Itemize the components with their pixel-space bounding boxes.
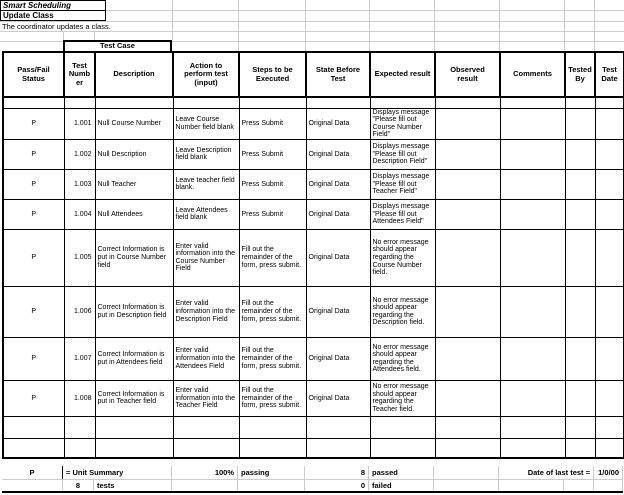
cell-test-date[interactable] — [595, 286, 624, 337]
summary-empty-cell[interactable] — [238, 480, 305, 491]
cell-empty[interactable] — [64, 416, 95, 438]
cell-state[interactable]: Original Data — [306, 169, 370, 199]
cell-expected[interactable]: Displays message "Please fill out Teacher Field" — [370, 169, 435, 199]
cell-steps[interactable]: Press Submit — [239, 108, 306, 139]
cell-observed[interactable] — [435, 337, 500, 380]
cell-empty[interactable] — [565, 97, 595, 108]
cell-status[interactable]: P — [3, 286, 64, 337]
gridline — [305, 0, 306, 51]
cell-tested-by[interactable] — [565, 199, 595, 229]
cell-empty[interactable] — [239, 97, 306, 108]
cell-test-date[interactable] — [595, 229, 624, 286]
column-header-observed-result[interactable]: Observed result — [435, 52, 500, 97]
cell-number[interactable]: 1.002 — [64, 139, 95, 169]
cell-empty[interactable] — [239, 416, 306, 438]
empty-row — [3, 416, 624, 438]
cell-number[interactable]: 1.001 — [64, 108, 95, 139]
cell-observed[interactable] — [435, 380, 500, 416]
cell-test-date[interactable] — [595, 380, 624, 416]
cell-empty[interactable] — [565, 438, 595, 458]
cell-number[interactable]: 1.005 — [64, 229, 95, 286]
cell-state[interactable]: Original Data — [306, 286, 370, 337]
cell-comments[interactable] — [500, 139, 565, 169]
test-row — [3, 380, 624, 416]
test-row — [3, 108, 624, 139]
cell-empty[interactable] — [565, 416, 595, 438]
cell-expected[interactable]: Displays message "Please fill out Attendees Field" — [370, 199, 435, 229]
cell-observed[interactable] — [435, 199, 500, 229]
cell-empty[interactable] — [370, 97, 435, 108]
cell-number[interactable]: 1.007 — [64, 337, 95, 380]
cell-state[interactable]: Original Data — [306, 337, 370, 380]
summary-failed-word-cell[interactable]: failed — [369, 480, 434, 491]
cell-expected[interactable]: Displays message "Please fill out Course Number Field" — [370, 108, 435, 139]
cell-status[interactable]: P — [3, 169, 64, 199]
column-header-pass-fail-status[interactable]: Pass/Fail Status — [3, 52, 64, 97]
cell-comments[interactable] — [500, 199, 565, 229]
summary-passed-count-cell[interactable]: 8 — [305, 466, 369, 479]
cell-observed[interactable] — [435, 229, 500, 286]
cell-empty[interactable] — [173, 416, 239, 438]
cell-action[interactable]: Leave teacher field blank. — [173, 169, 239, 199]
cell-action[interactable]: Enter valid information into the Description Field — [173, 286, 239, 337]
cell-status[interactable]: P — [3, 337, 64, 380]
cell-empty[interactable] — [3, 416, 64, 438]
column-header-comments[interactable]: Comments — [500, 52, 565, 97]
cell-empty[interactable] — [595, 438, 624, 458]
cell-empty[interactable] — [435, 416, 500, 438]
test-row — [3, 199, 624, 229]
test-row — [3, 229, 624, 286]
cell-status[interactable]: P — [3, 199, 64, 229]
cell-empty[interactable] — [95, 97, 173, 108]
cell-expected[interactable]: No error message should appear regarding the Description field. — [370, 286, 435, 337]
summary-empty-cell[interactable] — [434, 480, 499, 491]
cell-empty[interactable] — [3, 97, 64, 108]
cell-state[interactable]: Original Data — [306, 229, 370, 286]
cell-steps[interactable]: Fill out the remainder of the form, press submit. — [239, 337, 306, 380]
cell-empty[interactable] — [173, 438, 239, 458]
cell-empty[interactable] — [500, 97, 565, 108]
summary-empty-cell[interactable] — [499, 480, 564, 491]
summary-tests-count-cell[interactable]: 8 — [63, 480, 94, 491]
summary-empty-cell[interactable] — [434, 466, 499, 479]
summary-tests-word-cell[interactable]: tests — [94, 480, 172, 491]
cell-empty[interactable] — [95, 438, 173, 458]
cell-expected[interactable]: No error message should appear regarding the Course Number field. — [370, 229, 435, 286]
cell-tested-by[interactable] — [565, 337, 595, 380]
cell-comments[interactable] — [500, 380, 565, 416]
cell-description[interactable]: Correct Information is put in Description field — [95, 286, 173, 337]
cell-empty[interactable] — [64, 438, 95, 458]
summary-empty-cell[interactable] — [172, 480, 238, 491]
cell-state[interactable]: Original Data — [306, 199, 370, 229]
cell-empty[interactable] — [306, 416, 370, 438]
cell-expected[interactable]: Displays message "Please fill out Description Field" — [370, 139, 435, 169]
cell-test-date[interactable] — [595, 199, 624, 229]
cell-observed[interactable] — [435, 139, 500, 169]
cell-test-date[interactable] — [595, 108, 624, 139]
cell-observed[interactable] — [435, 108, 500, 139]
summary-percent-cell[interactable]: 100% — [172, 466, 238, 479]
cell-action[interactable]: Enter valid information into the Attendees Field — [173, 337, 239, 380]
cell-empty[interactable] — [173, 97, 239, 108]
summary-passed-word-cell[interactable]: passed — [369, 466, 434, 479]
cell-empty[interactable] — [3, 438, 64, 458]
cell-empty[interactable] — [595, 416, 624, 438]
cell-description[interactable]: Correct Information is put in Attendees field — [95, 337, 173, 380]
sheet-subtitle-cell[interactable]: Update Class — [0, 10, 106, 21]
cell-number[interactable]: 1.006 — [64, 286, 95, 337]
cell-steps[interactable]: Fill out the remainder of the form, press submit. — [239, 286, 306, 337]
test-case-table — [2, 51, 624, 459]
cell-state[interactable]: Original Data — [306, 139, 370, 169]
cell-comments[interactable] — [500, 286, 565, 337]
table-header — [3, 52, 624, 97]
cell-expected[interactable]: No error message should appear regarding the Attendees field. — [370, 337, 435, 380]
cell-number[interactable]: 1.008 — [64, 380, 95, 416]
column-header-test-number[interactable]: Test Number — [64, 52, 95, 97]
cell-tested-by[interactable] — [565, 229, 595, 286]
cell-empty[interactable] — [595, 97, 624, 108]
cell-description[interactable]: Correct Information is put in Teacher field — [95, 380, 173, 416]
cell-empty[interactable] — [306, 438, 370, 458]
cell-test-date[interactable] — [595, 139, 624, 169]
column-header-test-date[interactable]: Test Date — [595, 52, 624, 97]
sheet-description-cell[interactable]: The coordinator updates a class. — [2, 22, 111, 31]
cell-tested-by[interactable] — [565, 286, 595, 337]
cell-test-date[interactable] — [595, 337, 624, 380]
cell-tested-by[interactable] — [565, 169, 595, 199]
header-row — [3, 52, 624, 97]
cell-description[interactable]: Null Teacher — [95, 169, 173, 199]
cell-action[interactable]: Enter valid information into the Course Number Field — [173, 229, 239, 286]
test-row — [3, 337, 624, 380]
summary-unit-label-cell[interactable]: = Unit Summary — [63, 466, 172, 479]
cell-comments[interactable] — [500, 337, 565, 380]
summary-date-value-cell[interactable]: 1/0/00 — [594, 466, 623, 479]
cell-empty[interactable] — [239, 438, 306, 458]
cell-state[interactable]: Original Data — [306, 108, 370, 139]
cell-empty[interactable] — [500, 438, 565, 458]
gridline — [172, 0, 173, 40]
gridline — [594, 0, 595, 51]
gridline — [564, 0, 565, 51]
summary-empty-cell[interactable] — [564, 480, 594, 491]
cell-number[interactable]: 1.004 — [64, 199, 95, 229]
cell-observed[interactable] — [435, 286, 500, 337]
cell-empty[interactable] — [435, 97, 500, 108]
summary-passing-word-cell[interactable]: passing — [238, 466, 305, 479]
gridline — [238, 0, 239, 51]
summary-date-label-cell[interactable]: Date of last test = — [499, 466, 594, 479]
empty-row — [3, 438, 624, 458]
cell-action[interactable]: Leave Description field blank — [173, 139, 239, 169]
test-row — [3, 169, 624, 199]
cell-empty[interactable] — [64, 97, 95, 108]
gridline — [434, 0, 435, 51]
cell-action[interactable]: Leave Course Number field blank — [173, 108, 239, 139]
cell-steps[interactable]: Press Submit — [239, 169, 306, 199]
cell-steps[interactable]: Press Submit — [239, 199, 306, 229]
test-table-body — [3, 97, 624, 458]
cell-tested-by[interactable] — [565, 380, 595, 416]
cell-steps[interactable]: Press Submit — [239, 139, 306, 169]
summary-row-2 — [2, 480, 623, 491]
summary-failed-count-cell[interactable]: 0 — [305, 480, 369, 491]
summary-status-cell[interactable]: P — [2, 466, 63, 479]
test-case-group-header[interactable]: Test Case — [63, 40, 172, 51]
column-header-tested-by[interactable]: Tested By — [565, 52, 595, 97]
test-row — [3, 286, 624, 337]
gridline — [369, 0, 370, 51]
cell-description[interactable]: Null Description — [95, 139, 173, 169]
gridline — [499, 0, 500, 51]
summary-row-1 — [2, 466, 623, 480]
cell-description[interactable]: Null Attendees — [95, 199, 173, 229]
cell-empty[interactable] — [370, 416, 435, 438]
column-header-steps[interactable]: Steps to be Executed — [239, 52, 306, 97]
cell-empty[interactable] — [370, 438, 435, 458]
cell-comments[interactable] — [500, 169, 565, 199]
summary-empty-cell[interactable] — [2, 480, 63, 491]
cell-action[interactable]: Leave Attendees field blank — [173, 199, 239, 229]
sheet-title-cell[interactable]: Smart Scheduling — [0, 0, 106, 11]
cell-steps[interactable]: Fill out the remainder of the form, press submit. — [239, 380, 306, 416]
column-header-description[interactable]: Description — [95, 52, 173, 97]
cell-description[interactable]: Correct Information is put in Course Number field — [95, 229, 173, 286]
cell-comments[interactable] — [500, 229, 565, 286]
column-header-expected-result[interactable]: Expected result — [370, 52, 435, 97]
cell-steps[interactable]: Fill out the remainder of the form, press submit. — [239, 229, 306, 286]
summary-empty-cell[interactable] — [594, 480, 623, 491]
summary-section — [2, 466, 623, 493]
column-header-state-before-test[interactable]: State Before Test — [306, 52, 370, 97]
cell-empty[interactable] — [95, 416, 173, 438]
column-header-action[interactable]: Action to perform test (input) — [173, 52, 239, 97]
cell-description[interactable]: Null Course Number — [95, 108, 173, 139]
cell-action[interactable]: Enter valid information into the Teacher Field — [173, 380, 239, 416]
cell-empty[interactable] — [500, 416, 565, 438]
test-row — [3, 139, 624, 169]
cell-tested-by[interactable] — [565, 139, 595, 169]
cell-observed[interactable] — [435, 169, 500, 199]
cell-status[interactable]: P — [3, 380, 64, 416]
blank-row — [3, 97, 624, 108]
cell-test-date[interactable] — [595, 169, 624, 199]
cell-number[interactable]: 1.003 — [64, 169, 95, 199]
cell-empty[interactable] — [435, 438, 500, 458]
cell-expected[interactable]: No error message should appear regarding the Teacher field. — [370, 380, 435, 416]
cell-status[interactable]: P — [3, 229, 64, 286]
cell-state[interactable]: Original Data — [306, 380, 370, 416]
cell-status[interactable]: P — [3, 139, 64, 169]
cell-status[interactable]: P — [3, 108, 64, 139]
cell-tested-by[interactable] — [565, 108, 595, 139]
cell-comments[interactable] — [500, 108, 565, 139]
cell-empty[interactable] — [306, 97, 370, 108]
